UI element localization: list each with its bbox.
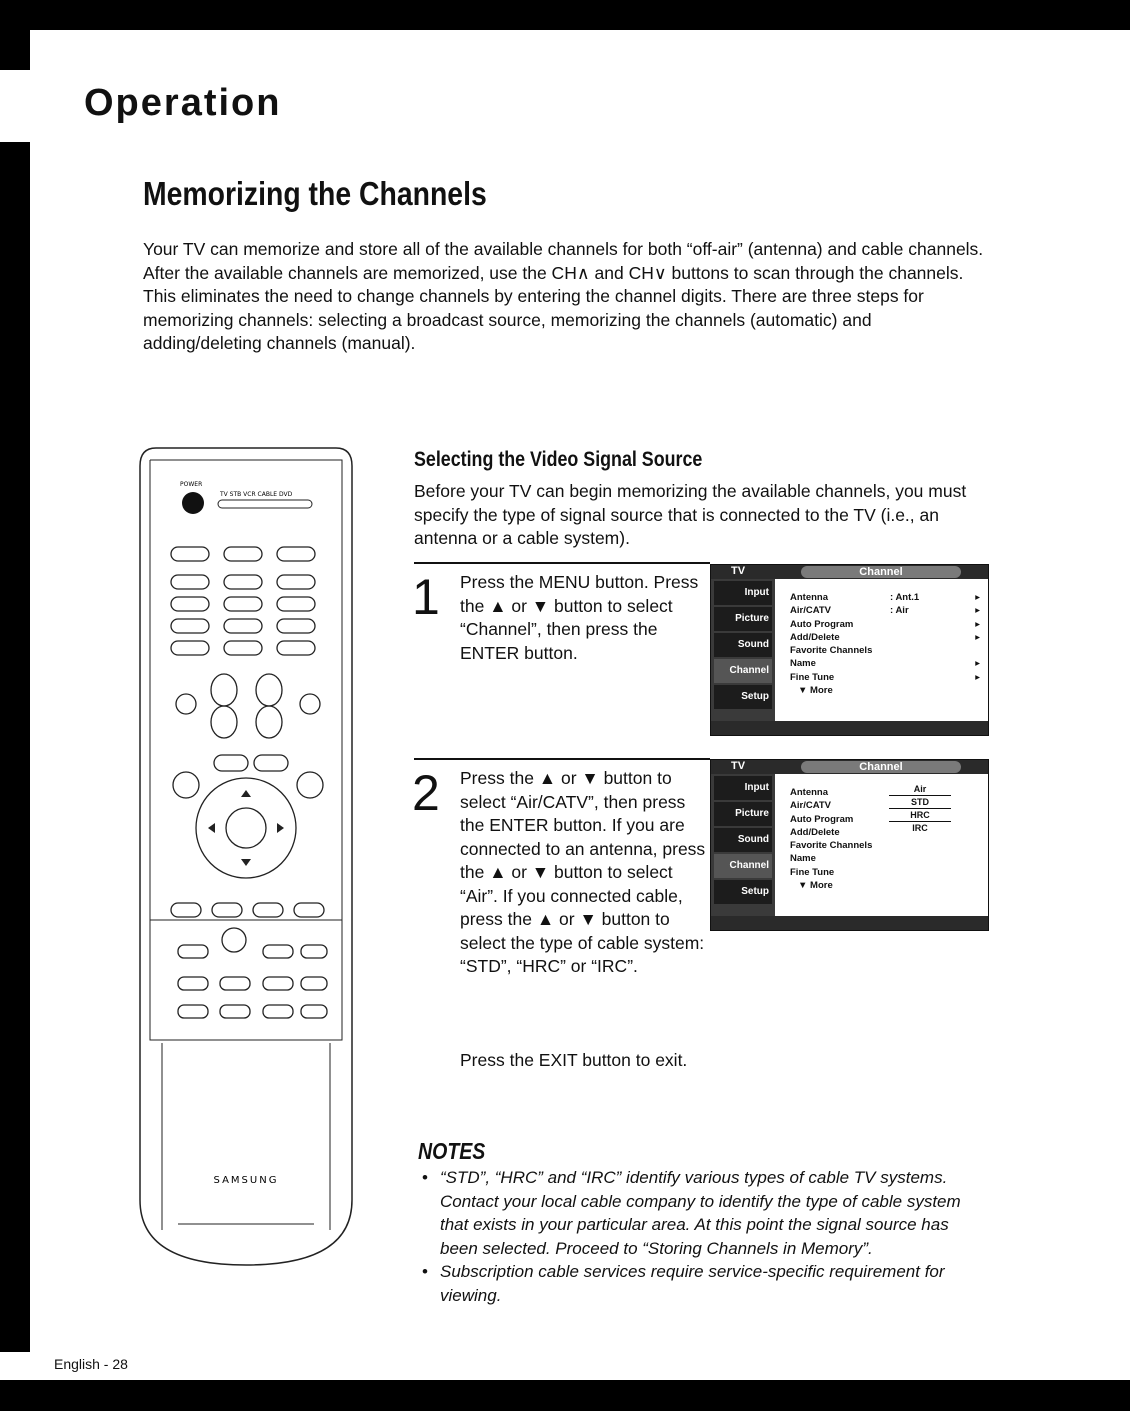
left-edge-tab	[0, 30, 30, 70]
step-2-number: 2	[412, 765, 440, 821]
menu-hint-bar	[711, 916, 988, 930]
remote-control-illustration	[138, 440, 354, 1272]
option-std: STD	[889, 796, 951, 809]
menu-item-list	[790, 786, 980, 892]
menu-sidebar	[711, 774, 775, 916]
option-irc: IRC	[912, 823, 928, 833]
sidebar-item-input: Input	[714, 581, 772, 605]
arrow-right-icon: ▸	[975, 671, 980, 683]
menu-item: Favorite Channels	[790, 645, 873, 657]
arrow-right-icon: ▸	[975, 631, 980, 643]
menu-hint-bar	[711, 721, 988, 735]
sidebar-item-input: Input	[714, 776, 772, 800]
menu-item: Air/CATV	[790, 800, 831, 812]
sidebar-item-picture: Picture	[714, 802, 772, 826]
menu-item: ▼ More	[798, 685, 833, 697]
sidebar-item-picture: Picture	[714, 607, 772, 631]
menu-value: : Air	[890, 605, 909, 617]
menu-item: Fine Tune	[790, 866, 835, 878]
sidebar-item-channel: Channel	[714, 854, 772, 878]
step-2-rule	[414, 758, 710, 760]
menu-sidebar	[711, 579, 775, 721]
power-label: POWER	[180, 481, 203, 488]
step-1-rule	[414, 562, 710, 564]
menu-item: Air/CATV : Air ▸	[790, 605, 980, 617]
menu-value: : Ant.1	[890, 592, 920, 603]
power-button	[182, 492, 204, 514]
menu-channel-title: Channel	[801, 566, 961, 578]
menu-item: Name	[790, 853, 816, 865]
step-1-number: 1	[412, 569, 440, 625]
sidebar-item-sound: Sound	[714, 828, 772, 852]
exit-instruction: Press the EXIT button to exit.	[460, 1050, 688, 1070]
page-number: English - 28	[54, 1356, 128, 1372]
menu-item: Antenna	[790, 787, 828, 798]
bottom-border-bar	[0, 1380, 1130, 1411]
subsection-heading: Selecting the Video Signal Source	[414, 448, 703, 471]
menu-item: Auto Program ▸	[790, 618, 980, 630]
subsection-description: Before your TV can begin memorizing the available channels, you must specify the type of signal source that is connected to the TV (i.e., an antenna or a cable system).	[414, 481, 967, 548]
page-title: Memorizing the Channels	[143, 175, 487, 212]
menu-item: Name ▸	[790, 658, 980, 670]
section-header: Operation	[84, 82, 282, 124]
option-air: Air	[889, 783, 951, 796]
left-edge-bar	[0, 142, 30, 1352]
note-item: • Subscription cable services require service-specific requirement for viewing.	[418, 1260, 988, 1307]
arrow-right-icon: ▸	[975, 658, 980, 670]
top-border-bar	[0, 0, 1130, 30]
channel-menu-screenshot-2	[710, 759, 989, 931]
menu-item: Favorite Channels	[790, 840, 873, 852]
arrow-right-icon: ▸	[975, 618, 980, 630]
menu-item-list	[790, 591, 980, 697]
mode-labels: TV STB VCR CABLE DVD	[220, 491, 293, 498]
step-2-text: Press the ▲ or ▼ button to select “Air/CATV”, then press the ENTER button. If you are connected to an antenna, press the ▲ or ▼ button to select “Air”. If you connected cable, press the ▲ or ▼ button to select the type of cable system: “STD”, “HRC” or “IRC”.	[460, 768, 706, 976]
menu-item: Fine Tune ▸	[790, 671, 980, 683]
sidebar-item-sound: Sound	[714, 633, 772, 657]
notes-list	[418, 1166, 988, 1307]
menu-item: Antenna : Ant.1 ▸	[790, 592, 980, 603]
signal-option-list	[889, 783, 951, 834]
menu-tv-label: TV	[731, 760, 746, 772]
sidebar-item-setup: Setup	[714, 685, 772, 709]
menu-tv-label: TV	[731, 565, 746, 577]
remote-brand: SAMSUNG	[213, 1175, 279, 1186]
menu-item: ▼ More	[798, 880, 833, 892]
menu-channel-title: Channel	[801, 761, 961, 773]
option-hrc: HRC	[889, 809, 951, 822]
note-item: • “STD”, “HRC” and “IRC” identify various types of cable TV systems. Contact your local cable company to identify the type of cable system that exists in your particular area. At this point the signal source has been selected. Proceed to “Storing Channels in Memory”.	[418, 1166, 988, 1260]
step-1-text: Press the MENU button. Press the ▲ or ▼ button to select “Channel”, then press the ENTER button.	[460, 572, 699, 663]
arrow-right-icon: ▸	[975, 592, 980, 603]
menu-item: Auto Program	[790, 813, 854, 825]
channel-menu-screenshot-1	[710, 564, 989, 736]
menu-item: Add/Delete ▸	[790, 631, 980, 643]
menu-item: Add/Delete	[790, 826, 840, 838]
arrow-right-icon: ▸	[975, 605, 980, 617]
intro-paragraph: Your TV can memorize and store all of the available channels for both “off-air” (antenna) and cable channels. After the available channels are memorized, use the CH∧ and CH∨ buttons to scan through the channels. This eliminates the need to change channels by entering the channel digits. There are three steps for memorizing channels: selecting a broadcast source, memorizing the channels (automatic) and adding/deleting channels (manual).	[143, 239, 984, 353]
sidebar-item-setup: Setup	[714, 880, 772, 904]
notes-title: NOTES	[418, 1138, 486, 1164]
sidebar-item-channel: Channel	[714, 659, 772, 683]
